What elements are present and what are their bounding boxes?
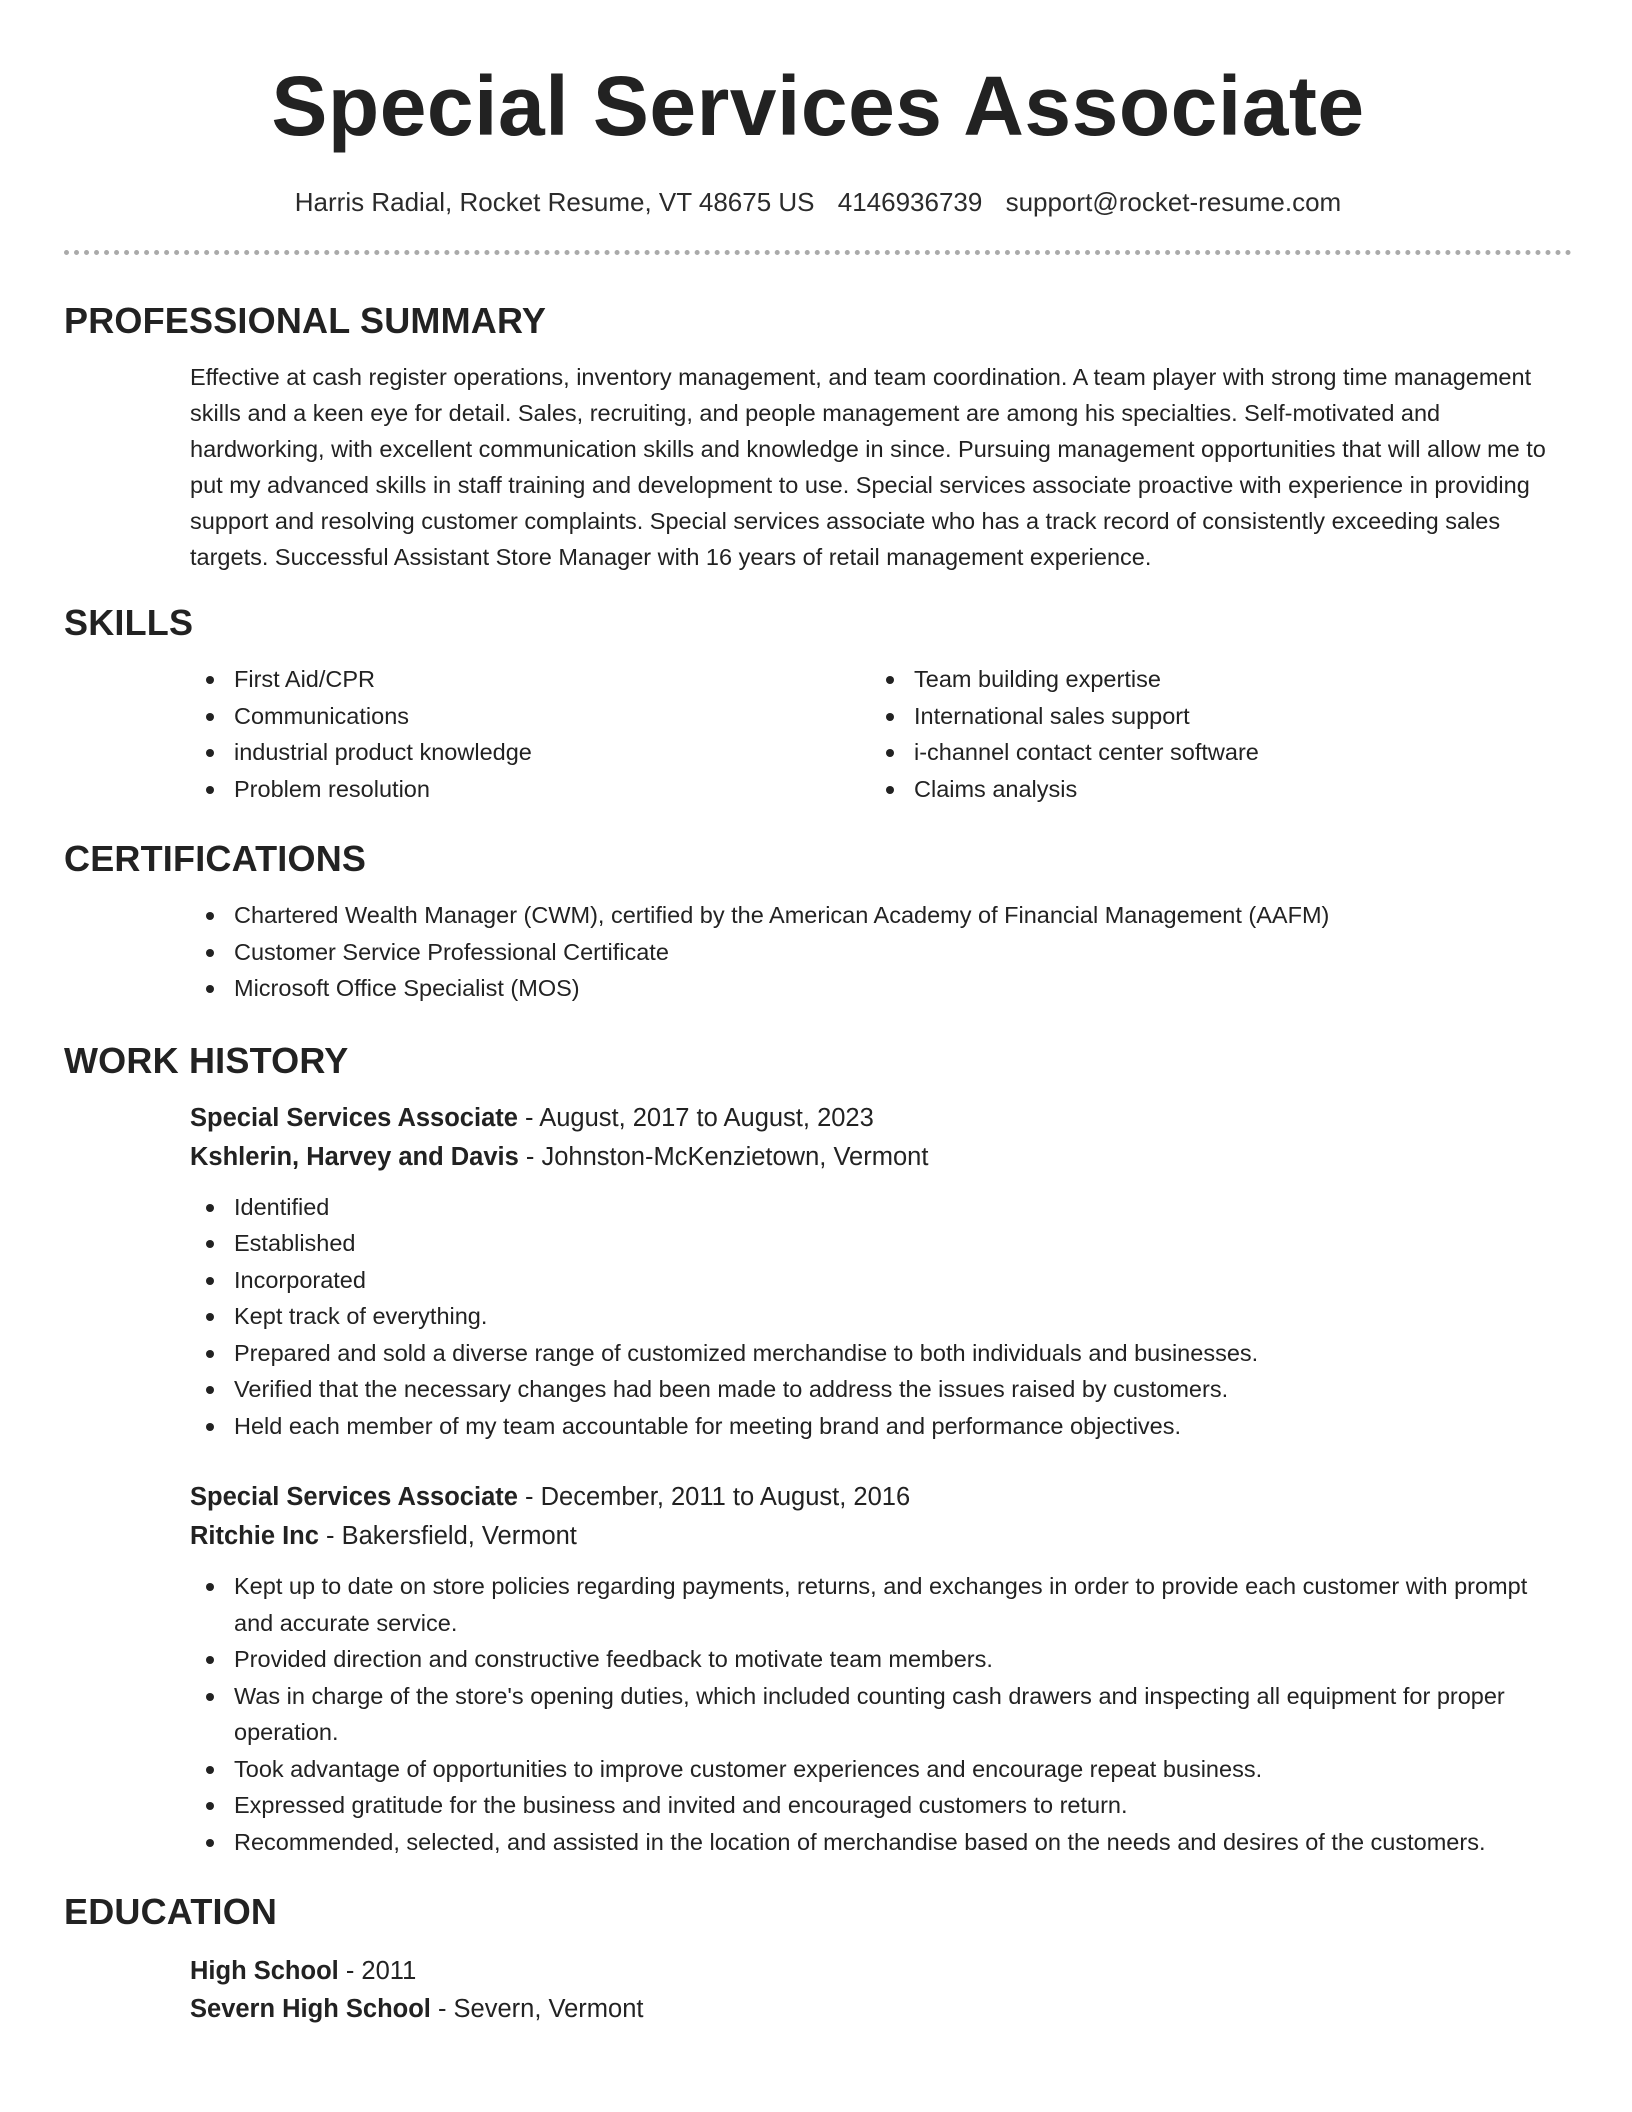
contact-line (64, 186, 1572, 218)
contact-address: Harris Radial, Rocket Resume, VT 48675 US (294, 187, 815, 217)
contact-email: support@rocket-resume.com (1005, 187, 1342, 217)
job-role: Special Services Associate (190, 1103, 518, 1132)
education-school-line (190, 1990, 1572, 2028)
education-entry (190, 1952, 1572, 2028)
summary-section-title: PROFESSIONAL SUMMARY (64, 300, 547, 341)
job-location: - Johnston-McKenzietown, Vermont (518, 1142, 929, 1171)
header-divider (64, 250, 1572, 255)
education-section-title: EDUCATION (64, 1891, 278, 1932)
job-dates: - December, 2011 to August, 2016 (517, 1483, 911, 1511)
job-bullet: Took advantage of opportunities to improve customer experiences and encourage repeat business. (190, 1751, 1572, 1788)
education-year: - 2011 (338, 1957, 417, 1985)
job-entry (190, 1478, 1572, 1860)
job-bullet: Kept track of everything. (190, 1298, 1572, 1335)
job-bullet: Expressed gratitude for the business and invited and encouraged customers to return. (190, 1787, 1572, 1824)
job-company: Ritchie Inc (190, 1522, 319, 1550)
skill-item: Claims analysis (870, 771, 1550, 808)
job-dates: - August, 2017 to August, 2023 (517, 1103, 874, 1132)
skill-item: Communications (190, 698, 870, 735)
job-location: - Bakersfield, Vermont (318, 1522, 577, 1550)
skill-item: i-channel contact center software (870, 734, 1550, 771)
job-role: Special Services Associate (190, 1483, 518, 1511)
certifications-section-title: CERTIFICATIONS (64, 838, 367, 879)
work-history-section-title: WORK HISTORY (64, 1039, 349, 1081)
education-degree: High School (190, 1957, 339, 1985)
job-bullet: Identified (190, 1189, 1572, 1226)
job-bullet: Was in charge of the store's opening duties, which included counting cash drawers and inspecting all equipment for proper operation. (190, 1678, 1572, 1751)
job-company-line (190, 1138, 1572, 1177)
job-company-line (190, 1517, 1572, 1556)
job-bullet: Prepared and sold a diverse range of customized merchandise to both individuals and businesses. (190, 1335, 1572, 1372)
skills-section-title: SKILLS (64, 602, 194, 643)
certification-item: Customer Service Professional Certificate (190, 934, 1572, 971)
job-bullet: Recommended, selected, and assisted in the location of merchandise based on the needs and desires of the customers. (190, 1824, 1572, 1861)
job-role-line (190, 1478, 1572, 1517)
job-company: Kshlerin, Harvey and Davis (190, 1142, 519, 1171)
job-bullet: Kept up to date on store policies regarding payments, returns, and exchanges in order to provide each customer with prompt and accurate service. (190, 1568, 1572, 1641)
certification-item: Chartered Wealth Manager (CWM), certified by the American Academy of Financial Management (AAFM) (190, 897, 1572, 934)
certification-item: Microsoft Office Specialist (MOS) (190, 970, 1572, 1007)
education-degree-line (190, 1952, 1572, 1990)
skills-list-left (190, 661, 870, 807)
skills-grid (190, 661, 1572, 807)
education-location: - Severn, Vermont (430, 1995, 644, 2023)
contact-phone: 4146936739 (837, 187, 983, 217)
resume-page (64, 0, 1572, 2112)
job-bullet: Verified that the necessary changes had been made to address the issues raised by customers. (190, 1371, 1572, 1408)
resume-name-title: Special Services Associate (271, 59, 1365, 153)
job-bullet: Established (190, 1225, 1572, 1262)
skill-item: Problem resolution (190, 771, 870, 808)
job-role-line (190, 1099, 1572, 1138)
skill-item: industrial product knowledge (190, 734, 870, 771)
summary-text: Effective at cash register operations, inventory management, and team coordination. A team player with strong time management skills and a keen eye for detail. Sales, recruiting, and people management are among his specialties. Self-motivated and hardworking, with excellent communication skills and knowledge in since. Pursuing management opportunities that will allow me to put my advanced skills in staff training and development to use. Special services associate proactive with experience in providing support and resolving customer complaints. Special services associate who has a track record of consistently exceeding sales targets. Successful Assistant Store Manager with 16 years of retail management experience. (190, 364, 1546, 570)
skill-item: Team building expertise (870, 661, 1550, 698)
job-entry (190, 1099, 1572, 1445)
skills-list-right (870, 661, 1550, 807)
job-bullets (190, 1189, 1572, 1445)
job-bullet: Incorporated (190, 1262, 1572, 1299)
skill-item: International sales support (870, 698, 1550, 735)
education-school: Severn High School (190, 1995, 431, 2023)
job-bullet: Held each member of my team accountable for meeting brand and performance objectives. (190, 1408, 1572, 1445)
certifications-list (190, 897, 1572, 1007)
job-bullet: Provided direction and constructive feedback to motivate team members. (190, 1641, 1572, 1678)
skill-item: First Aid/CPR (190, 661, 870, 698)
job-bullets (190, 1568, 1572, 1860)
